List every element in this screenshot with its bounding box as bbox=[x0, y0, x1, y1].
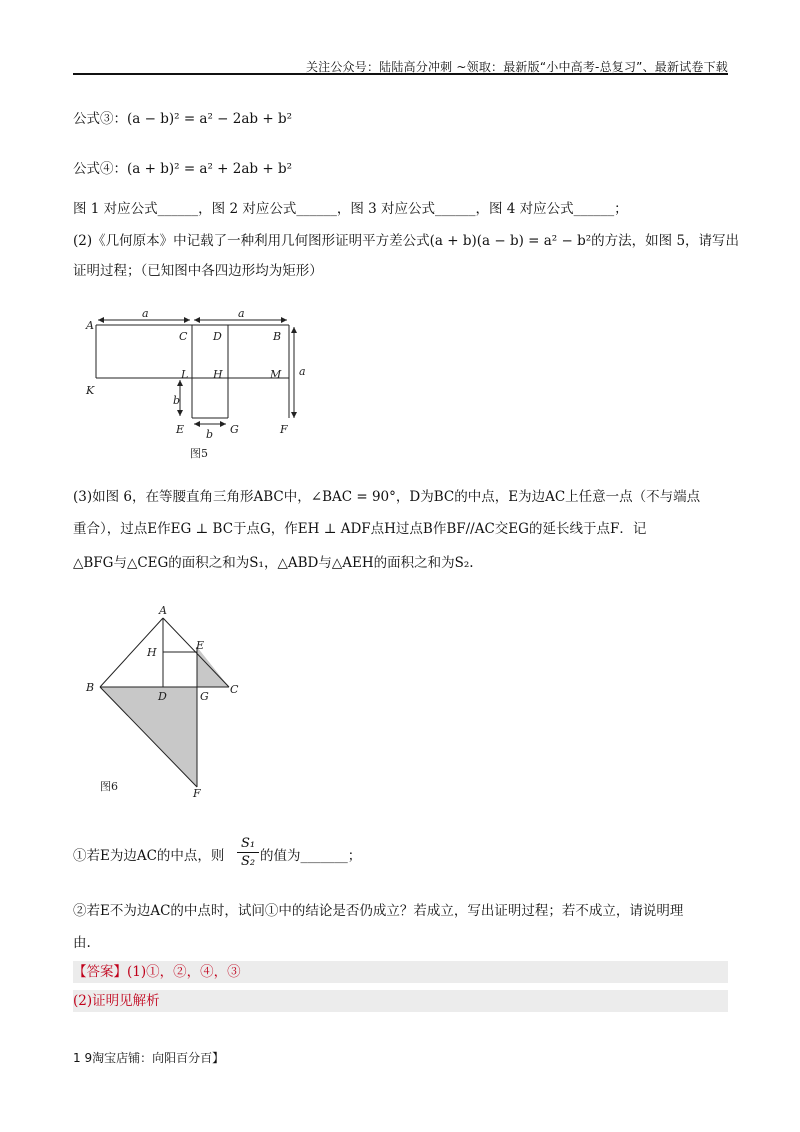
fig6-label-G: G bbox=[200, 690, 209, 703]
formula-4: 公式④：(a + b)² = a² + 2ab + b² bbox=[73, 161, 293, 177]
fig5-label-H: H bbox=[213, 368, 223, 381]
formula-3: 公式③：(a − b)² = a² − 2ab + b² bbox=[73, 111, 293, 127]
question-2-line2: 由. bbox=[73, 935, 91, 951]
fig5-label-C: C bbox=[179, 330, 188, 343]
fraction-bar bbox=[237, 852, 259, 853]
fig5-label-M: M bbox=[270, 368, 282, 381]
question-2-line1: ②若E不为边AC的中点时，试问①中的结论是否仍成立？若成立，写出证明过程；若不成立，请说明理 bbox=[73, 903, 684, 919]
fig5-label-L: L bbox=[181, 368, 189, 381]
fig5-caption: 图5 bbox=[190, 447, 208, 460]
part2-line1: (2)《几何原本》中记载了一种利用几何图形证明平方差公式(a + b)(a − b) = a² − b²的方法，如图 5，请写出 bbox=[73, 233, 740, 249]
figure-6 bbox=[80, 600, 250, 800]
page-header: 关注公众号：陆陆高分冲刺 ~领取：最新版“小中高考-总复习”、最新试卷下载 bbox=[305, 60, 728, 74]
figure-formula-match: 图 1 对应公式______，图 2 对应公式______，图 3 对应公式______，图 4 对应公式______； bbox=[73, 201, 628, 217]
fig6-caption: 图6 bbox=[100, 780, 118, 793]
fig5-label-K: K bbox=[86, 384, 95, 397]
fig6-label-A: A bbox=[159, 604, 167, 617]
header-rule bbox=[73, 73, 728, 75]
fig5-dim-a-right: a bbox=[238, 307, 245, 320]
fig5-label-G: G bbox=[230, 423, 239, 436]
page-footer: 1 9淘宝店铺：向阳百分百】 bbox=[73, 1051, 225, 1065]
fig5-dim-a-left: a bbox=[142, 307, 149, 320]
part3-line1: (3)如图 6，在等腰直角三角形ABC中，∠BAC = 90°，D为BC的中点，E为边AC上任意一点（不与端点 bbox=[73, 489, 701, 505]
fraction-denominator: S₂ bbox=[240, 854, 256, 869]
fig5-dim-b-horizontal: b bbox=[206, 428, 214, 441]
fig5-label-D: D bbox=[213, 330, 222, 343]
fig5-label-E: E bbox=[176, 423, 185, 436]
fig6-label-H: H bbox=[147, 646, 157, 659]
figure-5 bbox=[80, 300, 320, 465]
fig5-label-B: B bbox=[273, 330, 282, 343]
answer-line-2: (2)证明见解析 bbox=[73, 993, 160, 1009]
answer-line-1: 【答案】(1)①，②，④，③ bbox=[73, 964, 241, 980]
fraction-s1-s2 bbox=[237, 836, 259, 869]
fig6-label-B: B bbox=[86, 681, 95, 694]
part2-line2: 证明过程；（已知图中各四边形均为矩形） bbox=[73, 263, 323, 279]
fig5-label-A: A bbox=[86, 319, 94, 332]
fig5-dim-a-vertical: a bbox=[299, 365, 306, 378]
part3-line3: △BFG与△CEG的面积之和为S₁，△ABD与△AEH的面积之和为S₂. bbox=[73, 555, 474, 571]
question-1-suffix: 的值为_______； bbox=[260, 848, 362, 864]
answer-band-2 bbox=[73, 990, 728, 1012]
fig6-label-C: C bbox=[230, 683, 239, 696]
part3-line2: 重合），过点E作EG ⊥ BC于点G，作EH ⊥ ADF点H过点B作BF//AC交EG的延长线于点F．记 bbox=[73, 521, 647, 537]
fig5-label-F: F bbox=[280, 423, 288, 436]
fig5-dim-b-vertical: b bbox=[173, 394, 181, 407]
fig6-shaded-ceg bbox=[197, 647, 229, 687]
fig6-label-E: E bbox=[196, 639, 205, 652]
question-1-prefix: ①若E为边AC的中点，则 bbox=[73, 848, 225, 864]
fraction-numerator: S₁ bbox=[240, 836, 256, 851]
fig6-label-D: D bbox=[158, 690, 167, 703]
fig6-label-F: F bbox=[193, 787, 201, 800]
